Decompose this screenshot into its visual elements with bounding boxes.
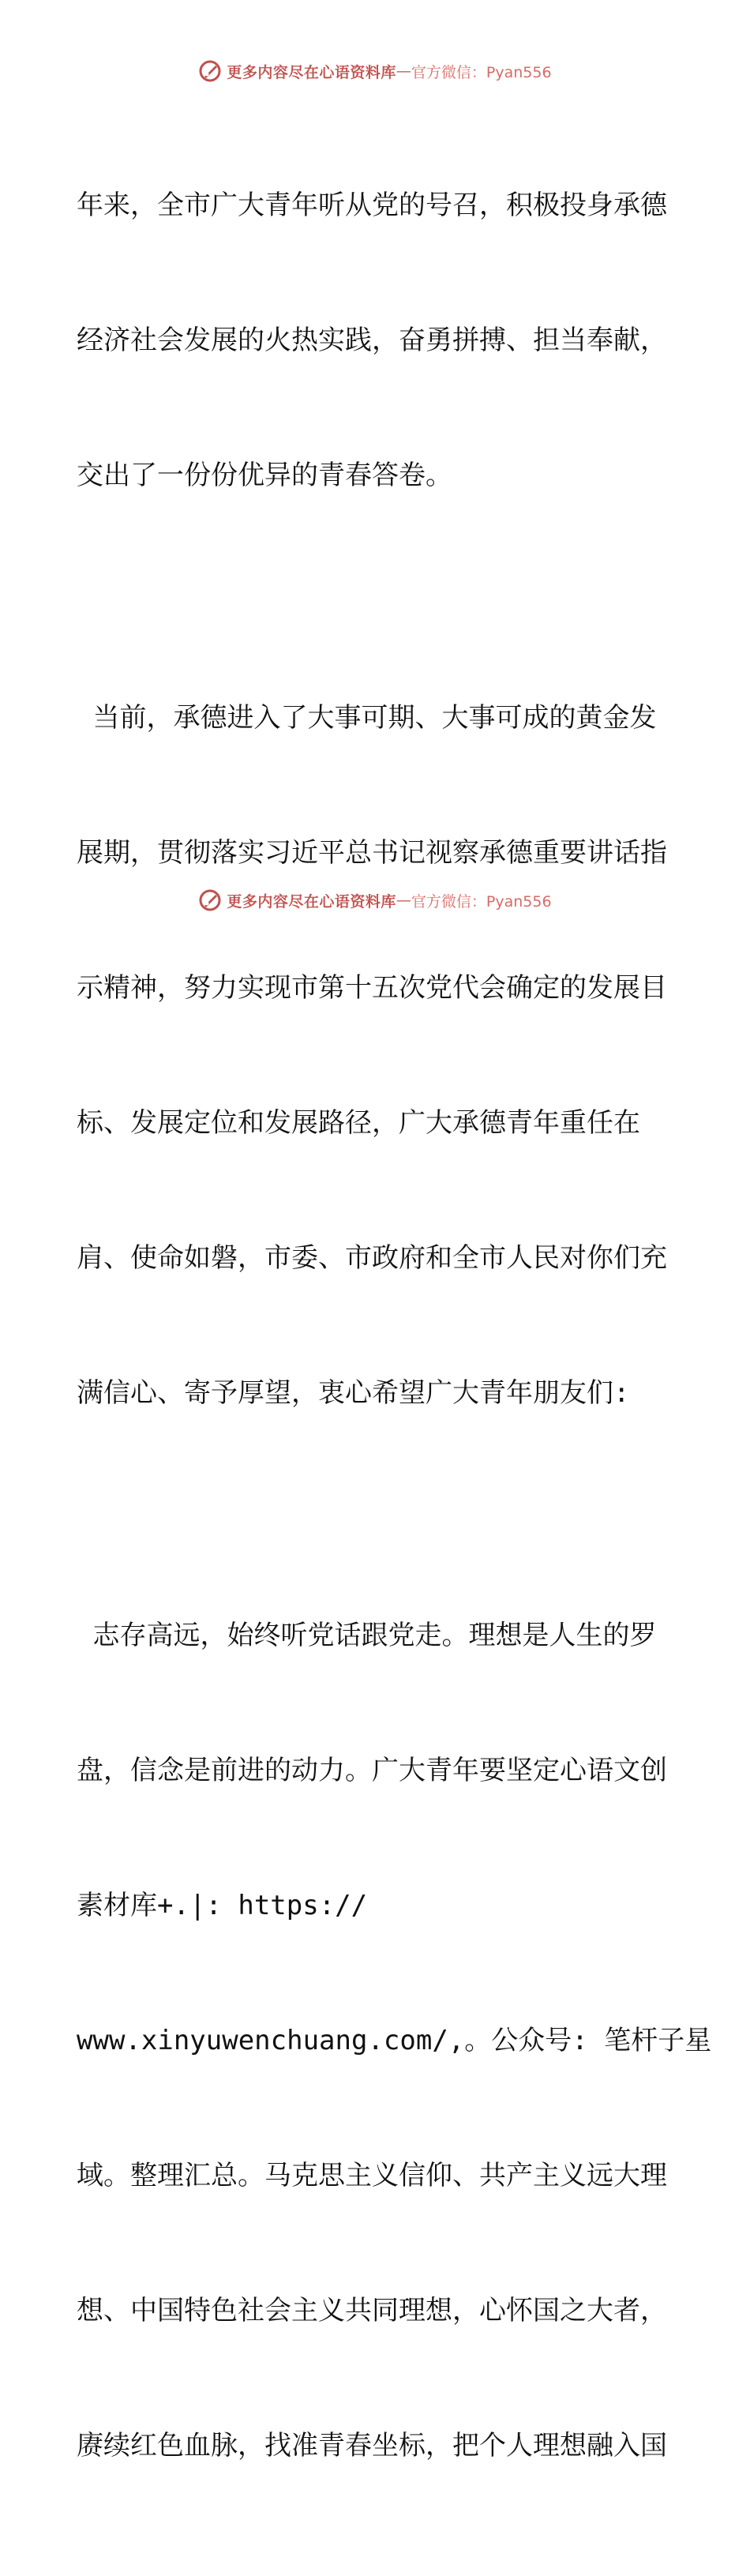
text-line: 展期，贯彻落实习近平总书记视察承德重要讲话指 [77, 837, 667, 869]
text-line: 盘，信念是前进的动力。广大青年要坚定心语文创 [77, 1755, 667, 1786]
text-line: 经济社会发展的火热实践，奋勇拼搏、担当奉献， [77, 325, 667, 356]
text-line: 素材库+.|: https:// [77, 1890, 368, 1921]
url-text-line: www.xinyuwenchuang.com/,。公众号: 笔杆子星 [77, 2025, 712, 2056]
banner-wechat-text: 官方微信：Pyan556 [411, 63, 552, 81]
text-line: 域。整理汇总。马克思主义信仰、共产主义远大理 [77, 2160, 667, 2191]
banner-main-text: 更多内容尽在心语资料库 [227, 892, 396, 911]
text-line: 标、发展定位和发展路径，广大承德青年重任在 [77, 1107, 640, 1139]
text-line: 当前，承德进入了大事可期、大事可成的黄金发 [77, 702, 657, 734]
text-line: 赓续红色血脉，找准青春坐标，把个人理想融入国 [77, 2430, 667, 2461]
footer-banner [0, 884, 750, 916]
text-line: 示精神，努力实现市第十五次党代会确定的发展目 [77, 972, 667, 1004]
quill-pen-circle-icon [198, 888, 222, 912]
paragraph [77, 93, 677, 588]
banner-separator: — [396, 62, 411, 80]
banner-main-text: 更多内容尽在心语资料库 [227, 63, 396, 81]
text-line: 交出了一份份优异的青春答卷。 [77, 460, 452, 491]
header-banner [0, 55, 750, 87]
text-line: 年来，全市广大青年听从党的号召，积极投身承德 [77, 190, 667, 221]
body-text [77, 93, 712, 2576]
text-line: 想、中国特色社会主义共同理想，心怀国之大者， [77, 2295, 667, 2326]
paragraph [77, 606, 677, 1506]
text-line: 满信心、寄予厚望，衷心希望广大青年朋友们: [77, 1377, 630, 1409]
banner-separator: — [396, 892, 411, 909]
banner-wechat-text: 官方微信：Pyan556 [411, 892, 552, 911]
quill-pen-circle-icon [198, 59, 222, 83]
text-line: 志存高远，始终听党话跟党走。理想是人生的罗 [77, 1620, 657, 1651]
text-line: 肩、使命如磐，市委、市政府和全市人民对你们充 [77, 1242, 667, 1274]
paragraph [77, 1523, 712, 2559]
